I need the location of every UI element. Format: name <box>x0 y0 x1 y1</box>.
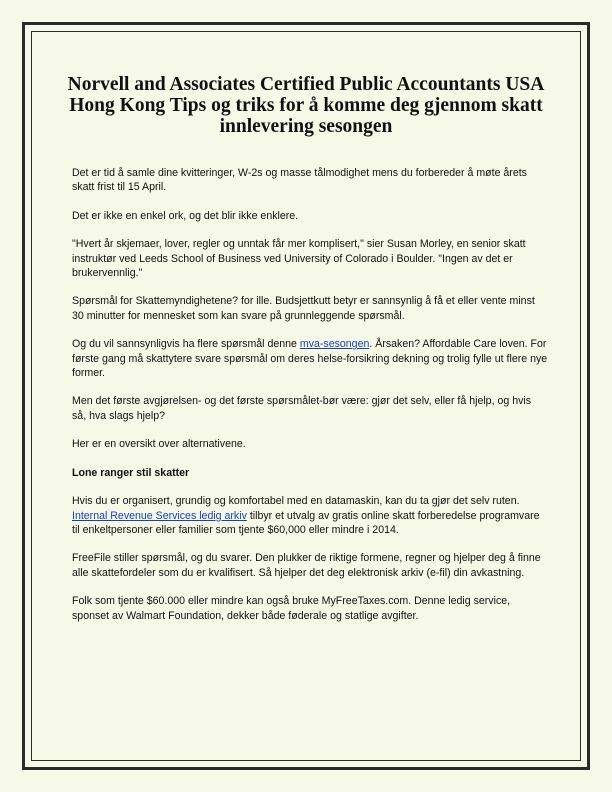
paragraph-text: . Årsaken? Affordable Care loven. For første gang må skattytere svare spørsmål om deres helse-forsikring dekning og trolig fylle ut flere nye former. <box>72 338 548 380</box>
document-body <box>72 166 548 637</box>
paragraph: Men det første avgjørelsen- og det første spørsmålet-bør være: gjør det selv, eller få hjelp, og hvis så, hva slags hjelp? <box>72 395 532 422</box>
paragraph: Spørsmål for Skattemyndighetene? for ille. Budsjettkutt betyr er sannsynlig å få et eller vente minst 30 minutter for mennesket som kan svare på grunnleggende spørsmål. <box>72 295 535 322</box>
mva-sesongen-link[interactable]: mva-sesongen <box>299 338 370 351</box>
section-heading: Lone ranger stil skatter <box>72 466 190 479</box>
paragraph: Her er en oversikt over alternativene. <box>72 438 246 451</box>
paragraph: "Hvert år skjemaer, lover, regler og unntak får mer komplisert," sier Susan Morley, en senior skatt instruktør ved Leeds School of Business ved University of Colorado i Boulder. "Ingen av det er brukervennlig." <box>72 238 526 280</box>
paragraph: Det er ikke en enkel ork, og det blir ikke enklere. <box>72 209 299 222</box>
paragraph <box>72 337 548 380</box>
paragraph: Folk som tjente $60.000 eller mindre kan også bruke MyFreeTaxes.com. Denne ledig service, sponset av Walmart Foundation, dekker både føderale og statlige avgifter. <box>72 595 511 622</box>
paragraph: Det er tid å samle dine kvitteringer, W-2s og masse tålmodighet mens du forbereder å møte årets skatt frist til 15 April. <box>72 167 527 194</box>
document-title: Norvell and Associates Certified Public Accountants USA Hong Kong Tips og triks for å komme deg gjennom skatt innlevering sesongen <box>67 74 545 137</box>
paragraph-text: tilbyr et utvalg av gratis online skatt forberedelse programvare til enkeltpersoner eller familier som tjente $60,000 eller mindre i 2014. <box>72 509 540 536</box>
paragraph: FreeFile stiller spørsmål, og du svarer. Den plukker de riktige formene, regner og hjelper deg å finne alle skattefordeler som du er kvalifisert. Så hjelper det deg elektronisk arkiv (e-fil) din avkastning. <box>72 552 541 579</box>
paragraph-text: Og du vil sannsynligvis ha flere spørsmål denne <box>72 338 300 351</box>
paragraph <box>72 494 548 537</box>
irs-free-file-link[interactable]: Internal Revenue Services ledig arkiv <box>72 509 247 522</box>
paragraph-text: Hvis du er organisert, grundig og komfortabel med en datamaskin, kan du ta gjør det selv ruten. <box>72 495 520 508</box>
